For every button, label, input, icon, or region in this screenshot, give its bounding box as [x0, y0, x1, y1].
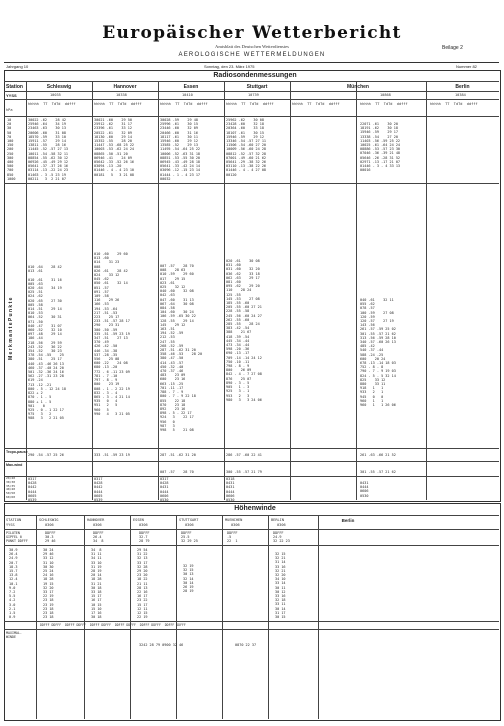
station-essen: Essen [183, 84, 199, 90]
report-subtitle: Amtsblatt des Deutschen Wetterdienstes [215, 44, 289, 49]
tropopause-stuttgart: 286 -57 -60 22 41 [226, 453, 262, 457]
winds-hannover: 34 8 31 11 34 11 33 10 31 19 28 19 20 14 18 28 31 21 30 18 33 18 15 17 16 17 10 15 15 10 17 16 30 18 [91, 548, 102, 620]
layer-hannover: 0317 0428 0442 0444 0605 0539 [94, 477, 103, 503]
maxwind-muenchen: 301 -55 -57 21 62 [360, 470, 396, 474]
hw-station-stuttgart: STUTTGART [179, 518, 199, 522]
piloten-5: DDFFF .5 22 1 [227, 531, 238, 544]
code-schleswig: 10035 [50, 93, 61, 97]
schleswig-significant: 010 -64 28 42 013 -61 010 -61 31 16 005 -63 020 -64 34 19 025 -51 024 -62 020 -65 27 30 005 -58 014 -51 29 14 010 -53 064 -52 30 31 071 -50 040 -47 31 07 060 -52 32 10 097 -48 29 14 186 -44 218 -56 29 59 243 -52 36 22 354 -52 30 23 378 -54 -55 25 380 -51 25 17 440 -43 -46 26 13 460 -37 -40 24 20 501 -32 -36 24 16 562 -27 -31 23 28 619 -24 713 -12 -21 800 - 5 - 12 24 18 822 + 2 870 - 1 - 5 880 + 1 - 5 901 0 925 - 0 - 1 22 17 975 3 2 988 3 2 21 05 [28, 265, 66, 421]
tropopause-schleswig: 290 -54 -57 25 26 [28, 453, 64, 457]
volume: Jahrgang 10 [6, 64, 29, 69]
layer-muenchen: 0431 0444 0606 0530 [360, 481, 369, 498]
tropopause-muenchen: 261 -63 -66 21 52 [360, 453, 396, 457]
hw-station-label: STATION [6, 518, 22, 522]
wind-code-row: DDFFF DDFFF DDFFF DDFFF DDFFF DDFFF DDFFF DDFFF DDFFF DDFFF DDFFF DDFFF [40, 623, 186, 627]
code-stuttgart: 10739 [248, 93, 259, 97]
layer-stuttgart: 0318 0431 0431 0444 0606 0530 [226, 477, 235, 503]
code-hannover: 10338 [116, 93, 127, 97]
code-essen: 10410 [182, 93, 193, 97]
hw-station-essen: ESSEN [133, 518, 144, 522]
maximal-essen: 3242 28 79 0900 32 46 [139, 643, 184, 647]
tropopause-essen: 287 -51 -62 31 20 [160, 453, 196, 457]
winds-schleswig: 30 24 29 46 33 12 31 10 30 30 25 24 24 16 18 28 19 15 32 20 33 17 22 19 23 18 23 19 23 18 23 18 23 18 [43, 548, 54, 620]
hw-code-3: 0306 [139, 523, 148, 527]
hannover-standard-levels: 30021 -60 29 50 25912 -62 31 17 23396 -61 33 12 20522 -61 32 09 18130 -60 29 14 15352 -55 28 20 11447 -53 -68 25 22 10003 -53 -62 24 24 08865 -50 -51 20 06946 -41 24 09 05642 -33 -52 26 16 03094 -13 -20 01446 - 4 - 4 23 10 00181 5 3 21 08 [94, 118, 135, 177]
piloten-4: DDFFF 25.5 32 29 25 [181, 531, 198, 544]
pressure-levels: 10 20 30 50 70 100 150 200 250 300 400 500 700 850 1000 [7, 118, 16, 181]
station-muenchen: München [347, 84, 369, 90]
winds-essen: 29 54 31 22 32 13 33 17 32 28 29 20 23 20 18 22 21 11 28 13 22 16 16 17 23 22 15 17 12 11 12 15 22 19 [137, 548, 148, 620]
issue-number: Nummer 82 [456, 64, 477, 69]
hannover-significant: 010 -60 29 60 013 -60 014 31 23 008 026 -61 28 42 024 33 12 045 -62 050 -61 32 14 051 -57 091 -57 109 -58 116 29 26 166 -53 194 -53 -64 217 -51 -53 223 25 17 233 -51 -57 28 17 290 23 31 300 -50 -59 335 -51 -59 23 19 347 -51 27 13 370 -49 426 -42 -50 446 -34 -38 537 -28 -35 556 25 08 600 -22 24 08 680 -13 -20 772 - 6 -11 23 09 781 - 7 -10 797 - 8 - 9 800 23 19 808 - 1 - 2 22 19 832 - 3 - 4 865 - 3 - 4 21 14 935 0 4 951 2 5 960 5 990 4 3 21 05 [94, 252, 130, 416]
piloten-2: DDFFF 26.4 34 8 [93, 531, 104, 544]
station-schleswig: Schleswig [46, 84, 72, 90]
piloten-3: DDFFF 32.7 28 79 [139, 531, 150, 544]
stuttgart-standard-levels: 25962 -62 30 08 23428 -60 32 18 20364 -60 33 18 18107 -61 30 15 15946 -59 29 12 13346 -54 -57 27 11 11506 -54 -60 27 20 10009 -56 -60 24 28 08812 -52 -57 32 28 07001 -49 -60 21 62 05641 -29 -38 32 26 03110 -13 -38 22 26 01446 - 4 - 4 27 08 00120 [226, 118, 267, 177]
maximal-winde-label: MAXIMAL- WINDE [6, 631, 22, 640]
winds-stuttgart: 32 19 32 15 30 13 32 14 30 14 26 19 28 19 [183, 564, 194, 594]
hw-code-1: 0306 [45, 523, 54, 527]
hw-code-2: 0306 [93, 523, 102, 527]
merkante-punkte-label: M e r k m a n t e P u n k t e [8, 297, 14, 360]
station-hannover: Hannover [113, 84, 137, 90]
upper-winds-title: Höhenwinde [234, 505, 276, 512]
code-muenchen: 10868 [380, 93, 391, 97]
station-berlin: Berlin [455, 84, 470, 90]
essen-significant: 007 -57 28 70 008 28 63 010 -59 29 60 017 29 15 023 -61 025 32 12 040 -60 32 08 042 -63 047 -60 31 13 067 -64 30 08 084 -58 104 -60 30 24 106 -59 -65 30 22 128 -55 29 14 145 29 12 163 -51 194 -52 -59 212 -53 247 -55 268 -52 -59 287 -51 -62 31 20 358 -46 -53 28 20 380 -47 -50 414 -43 -57 450 -32 -40 470 -37 -46 483 23 09 600 23 16 663 -15 -25 701 -11 -17 788 - 7 - 9 800 - 7 - 9 22 18 855 22 18 870 23 18 892 23 16 898 - 5 - 22 17 924 3 22 17 956 0 987 3 998 5 21 08 [160, 264, 203, 432]
report-title: Europäischer Wetterbericht [102, 23, 402, 43]
layer-schleswig: 0317 0428 0442 0444 0605 0539 [28, 477, 37, 503]
hw-code-5: 0306 [231, 523, 240, 527]
hw-berlin-header: Berlin [341, 518, 355, 523]
essen-standard-levels: 30028 -59 29 48 25996 -61 30 15 23446 -60 32 09 20466 -60 31 16 18117 -61 30 11 15946 -60 29 12 13585 -52 29 13 11495 -54 -64 25 22 10006 -52 -63 31 18 08851 -53 -55 30 20 06945 -43 -49 28 18 05641 -33 -42 24 14 03096 -12 -15 23 14 01444 - 1 - 4 23 17 00032 [160, 118, 201, 181]
station-stuttgart: Stuttgart [246, 84, 268, 90]
muenchen-significant: 040 -61 32 11 055 -62 078 -57 100 -59 27 08 120 -59 120 -57 27 19 143 -56 261 -57 -59 25 02 301 -55 -57 21 62 313 -56 -59 28 10 340 -57 -60 26 13 485 -42 540 -37 -44 588 -24 -25 600 20 24 678 -13 -14 18 03 752 - 8 - 8 790 - 7 - 9 19 03 824 - 5 - 5 32 14 825 33 12 880 33 11 918 1 1 933 2 1 945 0 0 960 1 1 960 1 1 26 06 [360, 298, 396, 408]
tropopause-label: Tropo-pause [6, 450, 28, 454]
hw-station-hannover: HANNOVER [87, 518, 105, 522]
tropopause-hannover: 333 -51 -59 23 19 [94, 453, 130, 457]
schleswig-standard-levels: 30022 -62 28 42 25946 -64 34 19 23463 -63 30 13 20606 -60 31 08 18570 -59 33 10 15911 -57 29 14 13811 -55 28 16 11445 -52 -57 27 13 10011 -54 -58 32 11 08854 -55 -62 30 12 06926 -45 -49 29 12 05641 -37 -37 26 16 03114 -13 -22 24 23 01463 - 3 -5 23 19 00211 3 2 21 07 [28, 118, 69, 181]
piloten-label: PILOTEN GIPFEL 0 PUNKT DDFFF [6, 531, 28, 544]
stuttgart-significant: 020 -61 30 08 031 -60 031 -60 32 20 036 -62 33 18 062 -63 29 17 081 -60 095 -62 29 20 110 28 24 125 -55 145 -53 27 08 185 -55 -60 205 -55 -60 27 21 228 -55 -58 245 -56 -60 24 27 262 -55 -60 285 -55 28 24 383 -42 -54 388 21 67 418 -39 -54 445 -34 -44 473 -34 -44 598 -20 -36 690 -13 -17 709 -14 -14 24 12 750 -10 -11 798 - 8 - 9 800 26 09 842 - 4 - 7 27 08 876 25 07 890 - 3 - 5 905 1 - 3 925 3 - 1 953 2 3 980 3 3 24 06 [226, 259, 262, 402]
maxwind-essen: 007 -57 28 70 [160, 470, 194, 474]
issue-date: Sonntag, den 23. März 1975 [204, 64, 255, 69]
piloten-6: DDFFF 24.9 32 22 23 [273, 531, 290, 544]
muenchen-standard-levels: 22071 -61 30 20 18191 -62 30 18 15946 -59 29 17 13338 -54 27 20 11403 -56 -59 25 22 10025 -61 -64 24 24 08886 -53 -57 23 30 07046 -36 -39 21 48 05646 -26 -28 31 52 02971 -13 -17 21 07 01446 - 3 - 4 33 13 00016 [360, 122, 401, 173]
layer-essen: 0317 0428 0431 0444 0606 0530 [160, 477, 169, 503]
code-berlin: 10384 [455, 93, 466, 97]
supplement-number: Beilage 2 [442, 45, 463, 51]
wind-level-heights: 30.9 26.4 24.9 20.7 18.3 15.7 13.8 12.4 10.1 9.0 7.2 5.5 4.2 3.0 2.1 1.5 0.9 [9, 548, 18, 620]
hw-station-schleswig: SCHLESWIG [39, 518, 59, 522]
hw-code-4: 0306 [185, 523, 194, 527]
hw-station-muenchen: MUENCHEN [225, 518, 243, 522]
upper-winds-table [4, 503, 501, 721]
station-label: Station [6, 84, 23, 90]
hw-station-berlin: BERLIN [271, 518, 284, 522]
winds-berlin: 32 15 32 21 31 14 33 16 32 21 32 20 34 10 33 14 30 11 30 12 33 16 32 18 33 11 30 14 31 17 30 15 [275, 552, 286, 620]
piloten-1: DDFFF 30.3 29 46 [45, 531, 56, 544]
weather-report-page: Europäischer Wetterbericht Amtsblatt des Deutschen Wetterdienstes AEROLOGISCHE WETTERMELDUNGEN Beilage 2 Jahrgang 10 Sonntag, den 23. März 1975 Nummer 82 Radiosondenmessungen Station Schleswig Hannover Essen Stuttgart München Berlin YYSS 10035 10338 10410 10739 10868 10384 hPa hhhhh TT TdTd ddfff hhhhh TT TdTd ddfff hhhhh TT TdTd ddfff hhhhh TT TdTd ddfff hhhhh TT TdTd ddfff hhhhh TT TdTd ddfff hhhhh TT TdTd ddfff 10 20 30 50 70 100 150 200 250 300 400 500 700 850 1000 30022 -62 28 42 25946 -64 34 19 23463 -63 30 13 20606 -60 31 08 18570 -59 33 10 15911 -57 29 14 13811 -55 28 16 11445 -52 -57 27 13 10011 -54 -58 32 11 08854 -55 -62 30 12 06926 -45 -49 29 12 05641 -37 -37 26 16 03114 -13 -22 24 23 01463 - 3 -5 23 19 00211 3 2 21 07 30021 -60 29 50 25912 -62 31 17 23396 -61 33 12 20522 -61 32 09 18130 -60 29 14 15352 -55 28 20 11447 -53 -68 25 22 10003 -53 -62 24 24 08865 -50 -51 20 06946 -41 24 09 05642 -33 -52 26 16 03094 -13 -20 01446 - 4 - 4 23 10 00181 5 3 21 08 30028 -59 29 48 25996 -61 30 15 23446 -60 32 09 20466 -60 31 16 18117 -61 30 11 15946 -60 29 12 13585 -52 29 13 11495 -54 -64 25 22 10006 -52 -63 31 18 08851 -53 -55 30 20 06945 -43 -49 28 18 05641 -33 -42 24 14 03096 -12 -15 23 14 01444 - 1 - 4 23 17 00032 25962 -62 30 08 23428 -60 32 18 20364 -60 33 18 18107 -61 30 15 15946 -59 29 12 13346 -54 -57 27 11 11506 -54 -60 27 20 10009 -56 -60 24 28 08812 -52 -57 32 28 07001 -49 -60 21 62 05641 -29 -38 32 26 03110 -13 -38 22 26 01446 - 4 - 4 27 08 00120 22071 -61 30 20 18191 -62 30 18 15946 -59 29 17 13338 -54 27 20 11403 -56 -59 25 22 10025 -61 -64 24 24 08886 -53 -57 23 30 07046 -36 -39 21 48 05646 -26 -28 31 52 02971 -13 -17 21 07 01446 - 3 - 4 33 13 00016 M e r k m a n t e P u n k t e 010 -64 28 42 013 -61 010 -61 31 16 005 -63 020 -64 34 19 025 -51 024 -62 020 -65 27 30 005 -58 014 -51 29 14 010 -53 064 -52 30 31 071 -50 040 -47 31 07 060 -52 32 10 097 -48 29 14 186 -44 218 -56 29 59 243 -52 36 22 354 -52 30 23 378 -54 -55 25 380 -51 25 17 440 -43 -46 26 13 460 -37 -40 24 20 501 -32 -36 24 16 562 -27 -31 23 28 619 -24 713 -12 -21 800 - 5 - 12 24 18 822 + 2 870 - 1 - 5 880 + 1 - 5 901 0 925 - 0 - 1 22 17 975 3 2 988 3 2 21 05 010 -60 29 60 013 -60 014 31 23 008 026 -61 28 42 024 33 12 045 -62 050 -61 32 14 051 -57 091 -57 109 -58 116 29 26 166 -53 194 -53 -64 217 -51 -53 223 25 17 233 -51 -57 28 17 290 23 31 300 -50 -59 335 -51 -59 23 19 347 -51 27 13 370 -49 426 -42 -50 446 -34 -38 537 -28 -35 556 25 08 600 -22 24 08 680 -13 -20 772 - 6 -11 23 09 781 - 7 -10 797 - 8 - 9 800 23 19 808 - 1 - 2 22 19 832 - 3 - 4 865 - 3 - 4 21 14 935 0 4 951 2 5 960 5 990 4 3 21 05 007 -57 28 70 008 28 63 010 -59 29 60 017 29 15 023 -61 025 32 12 040 -60 32 08 042 -63 047 -60 31 13 067 -64 30 08 084 -58 104 -60 30 24 106 -59 -65 30 22 128 -55 29 14 145 29 12 163 -51 194 -52 -59 212 -53 247 -55 268 -52 -59 287 -51 -62 31 20 358 -46 -53 28 20 380 -47 -50 414 -43 -57 450 -32 -40 470 -37 -46 483 23 09 600 23 16 663 -15 -25 701 -11 -17 788 - 7 - 9 800 - 7 - 9 22 18 855 22 18 870 23 18 892 23 16 898 - 5 - 22 17 924 3 22 17 956 0 987 3 998 5 21 08 020 -61 30 08 031 -60 031 -60 32 20 036 -62 33 18 062 -63 29 17 081 -60 095 -62 29 20 110 28 24 125 -55 145 -53 27 08 185 -55 -60 205 -55 -60 27 21 228 -55 -58 245 -56 -60 24 27 262 -55 -60 285 -55 28 24 383 -42 -54 388 21 67 418 -39 -54 445 -34 -44 473 -34 -44 598 -20 -36 690 -13 -17 709 -14 -14 24 12 750 -10 -11 798 - 8 - 9 800 26 09 842 - 4 - 7 27 08 876 25 07 890 - 3 - 5 905 1 - 3 925 3 - 1 953 2 3 980 3 3 24 06 040 -61 32 11 055 -62 078 -57 100 -59 27 08 120 -59 120 -57 27 19 143 -56 261 -57 -59 25 02 301 -55 -57 21 62 313 -56 -59 28 10 340 -57 -60 26 13 485 -42 540 -37 -44 588 -24 -25 600 20 24 678 -13 -14 18 03 752 - 8 - 8 790 - 7 - 9 19 03 824 - 5 - 5 32 14 825 33 12 880 33 11 918 1 1 933 2 1 945 0 0 960 1 1 960 1 1 26 06 Tropo-pause 290 -54 -57 25 26 333 -51 -59 23 19 287 -51 -62 31 20 286 -57 -60 22 41 261 -63 -66 21 52 Max-wind 007 -57 28 70 300 -55 -57 21 79 301 -55 -57 21 62 20/20 30/30 35/35 40/40 50/50 60/60 0317 0428 0442 0444 0605 0539 0317 0428 0442 0444 0605 0539 0317 0428 0431 0444 0606 0530 0318 0431 0431 0444 0606 0530 0431 0444 0606 0530 Höhenwinde STATION YYSS SCHLESWIG HANNOVER ESSEN STUTTGART MUENCHEN BERLIN 0306 0306 0306 0306 0306 0306 Berlin PILOTEN GIPFEL 0 PUNKT DDFFF DDFFF 30.3 29 46 DDFFF 26.4 34 8 DDFFF 32.7 28 79 DDFFF 25.5 32 29 25 DDFFF .5 22 1 DDFFF 24.9 32 22 23 30.9 26.4 24.9 20.7 18.3 15.7 13.8 12.4 10.1 9.0 7.2 5.5 4.2 3.0 2.1 1.5 0.9 30 24 29 46 33 12 31 10 30 30 25 24 24 16 18 28 19 15 32 20 33 17 22 19 23 18 23 19 23 18 23 18 23 18 34 8 31 11 34 11 33 10 31 19 28 19 20 14 18 28 31 21 30 18 33 18 15 17 16 17 10 15 15 10 17 16 30 18 29 54 31 22 32 13 33 17 32 28 29 20 23 20 18 22 21 11 28 13 22 16 16 17 23 22 15 17 12 11 12 15 22 19 32 19 32 15 30 13 32 14 30 14 26 19 28 19 32 15 32 21 31 14 33 16 32 21 32 20 34 10 33 14 30 11 30 12 33 16 32 18 33 11 30 14 31 17 30 15 DDFFF DDFFF DDFFF DDFFF DDFFF DDFFF DDFFF DDFFF DDFFF DDFFF DDFFF DDFFF MAXIMAL- WINDE 3242 28 79 0900 32 46 0870 22 37 [0, 0, 504, 726]
maximal-muenchen: 0870 22 37 [235, 643, 257, 647]
layer-labels: 20/20 30/30 35/35 40/40 50/50 60/60 [6, 476, 16, 499]
maxwind-label: Max-wind [6, 463, 23, 467]
aerological-subtitle: AEROLOGISCHE WETTERMELDUNGEN [178, 52, 326, 58]
maxwind-stuttgart: 300 -55 -57 21 79 [226, 470, 262, 474]
radiosonde-section-title: Radiosondenmessungen [213, 72, 297, 79]
hw-code-6: 0306 [277, 523, 286, 527]
